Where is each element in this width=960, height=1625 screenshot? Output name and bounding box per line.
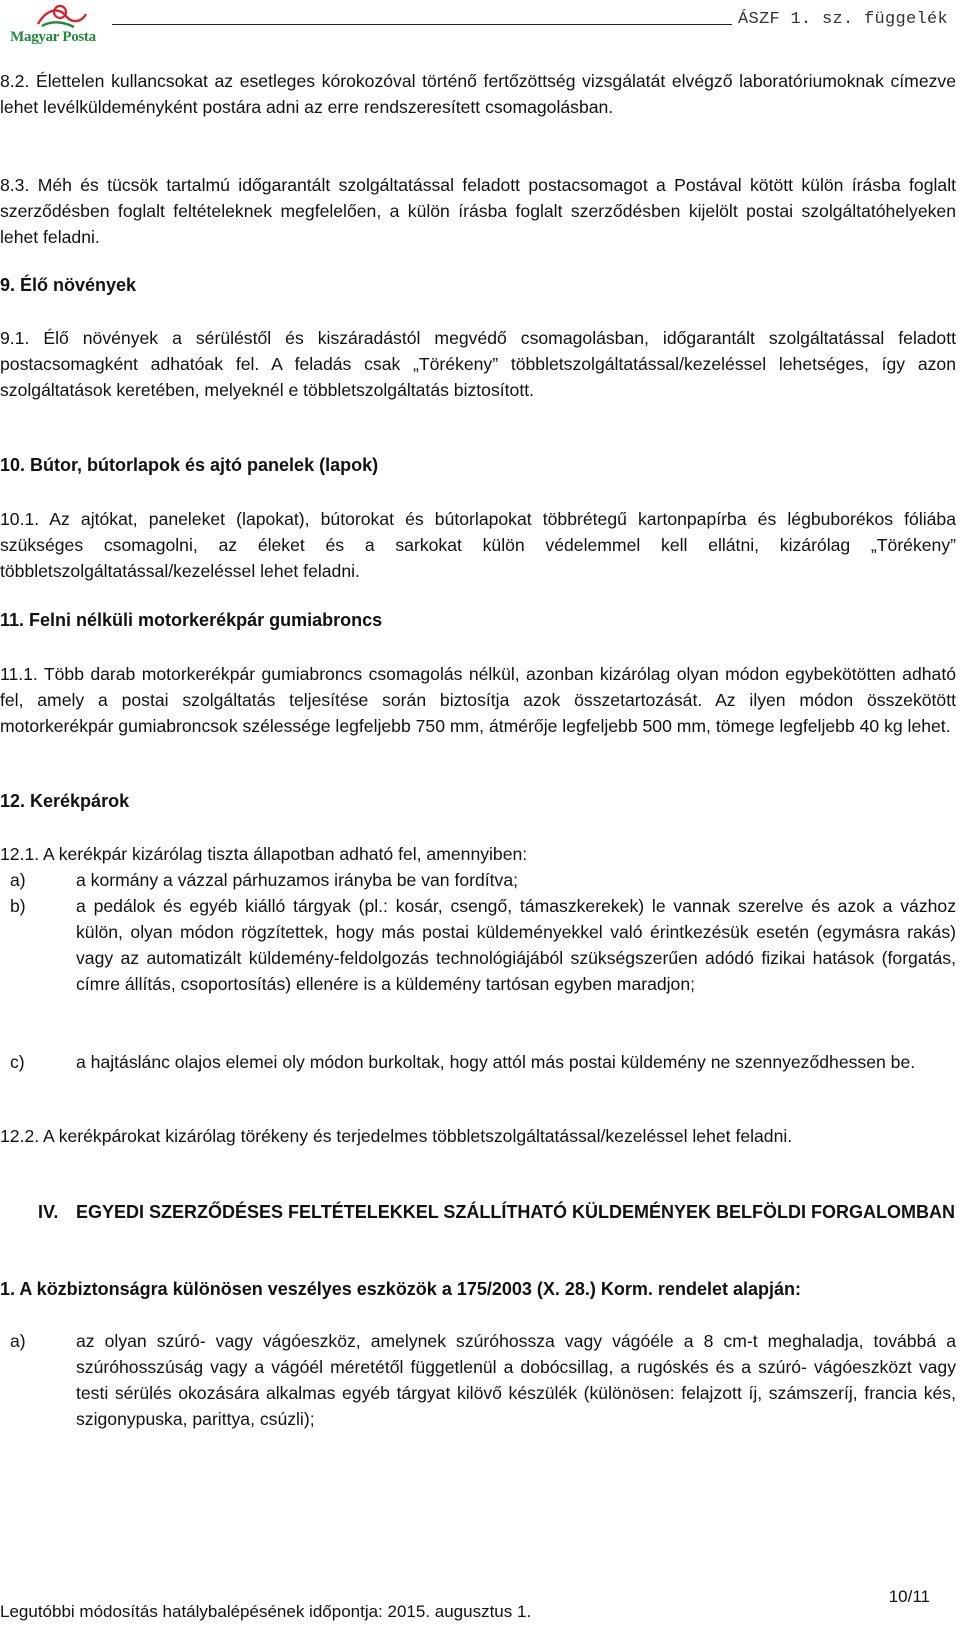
list-item-text: a pedálok és egyéb kiálló tárgyak (pl.: kosár, csengő, támaszkerekek) le vannak szerelve és azok a vázhoz külön, olyan módon rögzítettek, hogy más postai küldeményekkel való érintkezésük esetén (egymásra rakás) vagy az automatizált küldemény-feldolgozás technológiájából szükségszerűen adódó fizikai hatások (forgatás, címre állítás, csoportosítás) ellenére is a küldemény tartósan egyben maradjon;	[76, 896, 956, 994]
paragraph-10-1: 10.1. Az ajtókat, paneleket (lapokat), bútorokat és bútorlapokat többrétegű kartonpapírba és légbuborékos fóliába szükséges csomagolni, az éleket és a sarkokat külön védelemmel kell ellátni, kizárólag „Törékeny” többletszolgáltatással/kezeléssel lehet feladni.	[0, 509, 956, 581]
list-item-text: a hajtáslánc olajos elemei oly módon burkoltak, hogy attól más postai küldemény ne szennyeződhessen be.	[76, 1052, 916, 1072]
posthorn-icon	[8, 2, 98, 32]
paragraph-12-1: 12.1. A kerékpár kizárólag tiszta állapotban adható fel, amennyiben:	[0, 844, 528, 864]
paragraph-11-1: 11.1. Több darab motorkerékpár gumiabroncs csomagolás nélkül, azonban kizárólag olyan módon egybekötötten adható fel, amely a postai szolgáltatás teljesítése során biztosítja azok összetartozását. Az ilyen módon összekötött motorkerékpár gumiabroncsok szélessége legfeljebb 750 mm, átmérője legfeljebb 500 mm, tömege legfeljebb 40 kg lehet.	[0, 664, 956, 736]
paragraph-8-2: 8.2. Élettelen kullancsokat az esetleges kórokozóval történő fertőzöttség vizsgálatát elvégző laboratóriumoknak címezve lehet levélküldeményként postára adni az erre rendszeresített csomagolásban.	[0, 71, 956, 117]
list-item	[0, 893, 956, 997]
paragraph-8-3: 8.3. Méh és tücsök tartalmú időgarantált szolgáltatással feladott postacsomagot a Postával kötött külön írásba foglalt szerződésben foglalt feltételeknek megfelelően, a külön írásba foglalt szerződésben kijelölt postai szolgáltatóhelyeken lehet feladni.	[0, 175, 956, 247]
magyar-posta-logo	[8, 2, 98, 58]
list-item-text: a kormány a vázzal párhuzamos irányba be van fordítva;	[76, 870, 519, 890]
list-marker: c)	[10, 1052, 25, 1072]
header-rule	[112, 24, 732, 25]
paragraph-9-1: 9.1. Élő növények a sérüléstől és kiszáradástól megvédő csomagolásban, időgarantált szolgáltatással feladott postacsomagként adhatóak fel. A feladás csak „Törékeny” többletszolgáltatással/kezeléssel lehetséges, így azon szolgáltatások keretében, melyeknél e többletszolgáltatás biztosított.	[0, 328, 956, 400]
page-number: 10/11	[888, 1587, 930, 1606]
chapter-heading-iv	[0, 1199, 956, 1225]
list-item	[0, 867, 956, 893]
paragraph-12-2: 12.2. A kerékpárokat kizárólag törékeny és terjedelmes többletszolgáltatással/kezeléssel lehet feladni.	[0, 1126, 793, 1146]
page-header	[0, 0, 960, 60]
document-title: ÁSZF 1. sz. függelék	[737, 10, 948, 29]
chapter-title: EGYEDI SZERZŐDÉSES FELTÉTELEKKEL SZÁLLÍTHATÓ KÜLDEMÉNYEK BELFÖLDI FORGALOMBAN	[76, 1202, 956, 1222]
list-marker: b)	[10, 896, 26, 916]
footer-effective-date: Legutóbbi módosítás hatálybalépésének időpontja: 2015. augusztus 1.	[0, 1602, 532, 1621]
list-item	[0, 1049, 956, 1075]
list-item-text: az olyan szúró- vagy vágóeszköz, amelynek szúróhossza vagy vágóéle a 8 cm-t meghaladja, továbbá a szúróhosszúság vagy a vágóél méretétől függetlenül a dobócsillag, a rugóskés és a szúró- vágóeszközt vagy testi sérülés okozására alkalmas egyéb tárgyat kilövő készülék (különösen: felajzott íj, számszeríj, francia kés, szigonypuska, parittya, csúzli);	[76, 1331, 956, 1429]
list-marker: a)	[10, 870, 26, 890]
list-marker: a)	[10, 1331, 26, 1351]
heading-11: 11. Felni nélküli motorkerékpár gumiabroncs	[0, 610, 383, 630]
heading-12: 12. Kerékpárok	[0, 791, 130, 811]
heading-9: 9. Élő növények	[0, 275, 137, 295]
list-item	[0, 1328, 956, 1432]
heading-10: 10. Bútor, bútorlapok és ajtó panelek (lapok)	[0, 455, 379, 475]
chapter-number: IV.	[38, 1202, 59, 1222]
heading-1: 1. A közbiztonságra különösen veszélyes eszközök a 175/2003 (X. 28.) Korm. rendelet alapján:	[0, 1279, 801, 1299]
logo-text: Magyar Posta	[10, 29, 96, 45]
